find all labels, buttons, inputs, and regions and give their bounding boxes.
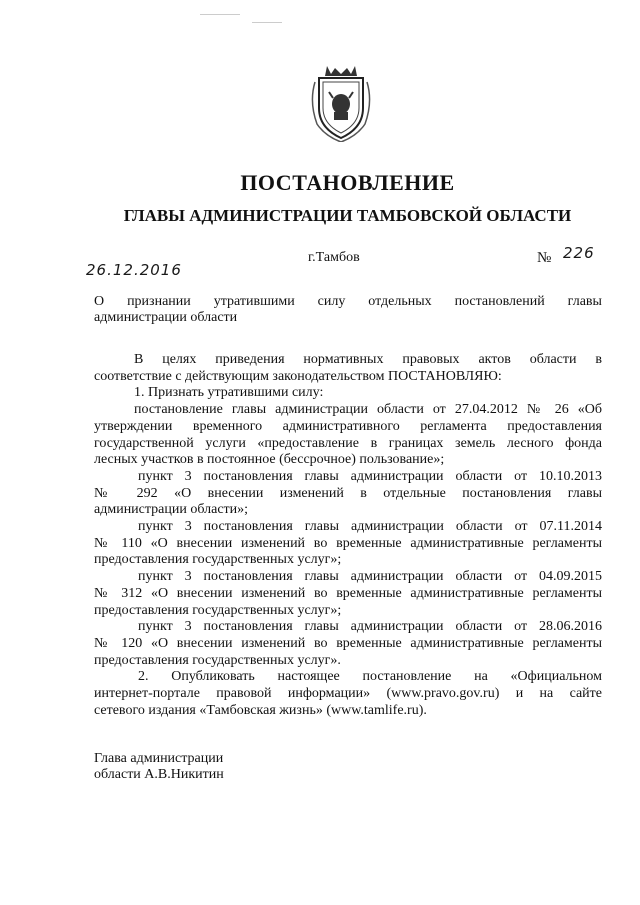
body-line: постановление главы администрации области от 27.04.2012 № 26 «Об — [134, 402, 602, 418]
subject-word: отдельных — [368, 294, 432, 309]
document-subtitle: ГЛАВЫ АДМИНИСТРАЦИИ ТАМБОВСКОЙ ОБЛАСТИ — [123, 206, 572, 225]
scan-artifact — [200, 14, 240, 15]
body-line: № 110 «О внесении изменений во временные административные регламенты — [94, 535, 602, 551]
document-body — [94, 352, 602, 719]
number-prefix: № — [537, 250, 552, 266]
signature-block — [94, 751, 224, 783]
subject-word: утратившими — [213, 294, 295, 309]
body-line: соответствие с действующим законодательством ПОСТАНОВЛЯЮ: — [94, 368, 502, 384]
body-line: администрации области»; — [94, 502, 249, 518]
body-line: лесных участков в постоянное (бессрочное) пользование»; — [94, 452, 445, 468]
subject-word: главы — [567, 294, 602, 309]
body-line: пункт 3 постановления главы администрации области от 10.10.2013 — [138, 468, 602, 484]
body-line: В целях приведения нормативных правовых актов области в — [134, 352, 602, 367]
body-line: предоставления государственных услуг»; — [94, 602, 342, 618]
body-line: предоставления государственных услуг»; — [94, 552, 342, 568]
body-line: № 312 «О внесении изменений во временные административные регламенты — [94, 585, 602, 601]
subject-word: постановлений — [454, 294, 545, 309]
subject-word: силу — [317, 294, 346, 309]
body-line: утверждении временного административного регламента предоставления — [94, 418, 602, 434]
city-label: г.Тамбов — [308, 250, 360, 265]
scan-artifact — [252, 22, 282, 23]
handwritten-date: 26.12.2016 — [86, 261, 182, 279]
body-line: 1. Признать утратившими силу: — [134, 385, 324, 401]
subject-line-2: администрации области — [94, 310, 238, 325]
body-line: пункт 3 постановления главы администрации области от 28.06.2016 — [138, 619, 602, 635]
document-title: ПОСТАНОВЛЕНИЕ — [240, 170, 455, 195]
coat-of-arms-emblem — [305, 62, 377, 142]
subject-line-1 — [94, 294, 602, 310]
signature-line-1: Глава администрации — [94, 751, 224, 766]
body-line: № 292 «О внесении изменений в отдельные постановления главы — [94, 485, 602, 501]
body-line: пункт 3 постановления главы администрации области от 07.11.2014 — [138, 519, 602, 535]
document-subject — [94, 294, 602, 326]
handwritten-number: 226 — [563, 244, 595, 262]
subject-word: О — [94, 294, 105, 309]
body-line: сетевого издания «Тамбовская жизнь» (www.tamlife.ru). — [94, 702, 427, 718]
body-line: пункт 3 постановления главы администрации области от 04.09.2015 — [138, 569, 602, 585]
signature-line-2: области А.В.Никитин — [94, 767, 224, 782]
body-line: государственной услуги «предоставление в границах земель лесного фонда — [94, 435, 602, 451]
body-line: интернет-портале правовой информации» (www.pravo.gov.ru) и на сайте — [94, 686, 602, 702]
body-line: 2. Опубликовать настоящее постановление на «Официальном — [138, 669, 602, 685]
body-line: № 120 «О внесении изменений во временные административные регламенты — [94, 635, 602, 651]
body-line: предоставления государственных услуг». — [94, 652, 341, 668]
subject-word: признании — [127, 294, 191, 309]
